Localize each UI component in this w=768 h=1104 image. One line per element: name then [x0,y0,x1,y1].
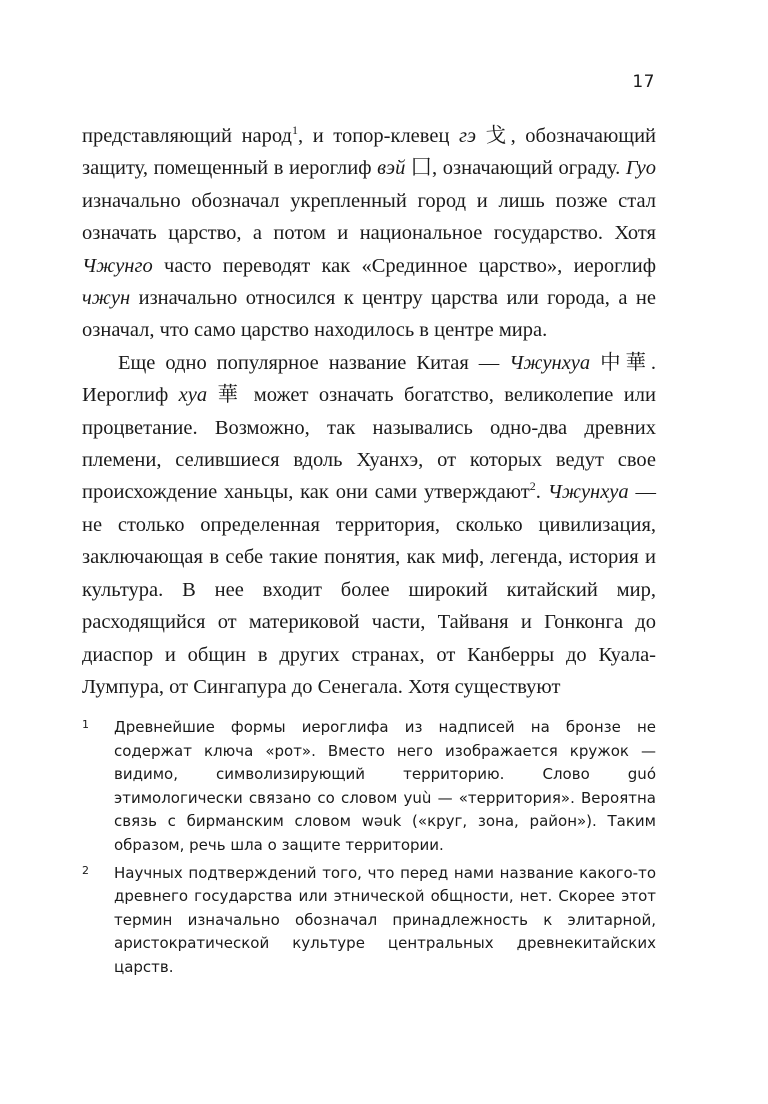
text-run: Еще одно популярное название Китая — [118,351,510,374]
text-run: , и топор-клевец [298,125,459,147]
footnote-number: 1 [82,718,89,731]
text-run: представляющий народ [82,125,292,147]
footnotes [82,716,656,984]
footnote-ref-1[interactable]: 1 [292,123,298,138]
footnote-ref-2[interactable]: 2 [529,479,536,494]
text-run: 華 может означать богатство, великолепие или процветание. Возможно, так назывались одно-два древних племени, селившиеся вдоль Хуанхэ, от которых ведут свое происхождение ханьцы, как они сами утверждают [82,384,656,504]
italic-term: хуа [178,384,208,407]
text-run: 中華. Иероглиф [82,351,656,407]
footnote-2 [82,862,656,980]
italic-term: Гуо [625,157,656,180]
paragraph-1 [82,120,656,347]
text-run: часто переводят как «Срединное царство», иероглиф [152,254,656,277]
italic-term: Чжунго [82,254,153,277]
footnote-number: 2 [82,863,89,877]
footnote-text: Научных подтверждений того, что перед нами название какого-то древнего государства или этнической общности, нет. Скорее этот термин изначально обозначал принадлежность к элитарной, аристократической культуре центральных древнекитайских царств. [114,863,656,976]
footnote-1 [82,716,656,858]
italic-term: гэ [459,125,477,147]
italic-term: чжун [82,287,131,310]
footnote-text: Древнейшие формы иероглифа из надписей на бронзе не содержат ключа «рот». Вместо него изображается кружок — видимо, символизирующий территорию. Слово guó этимологически связано со словом yuù — «территория». Вероятна связь с бирманским словом wəuk («круг, зона, район»). Таким образом, речь шла о защите территории. [114,718,656,854]
paragraph-2 [82,347,656,703]
text-run: изначально относился к центру царства или города, а не означал, что само царство находилось в центре мира. [82,287,656,342]
text-run: — не столько определенная территория, сколько цивилизация, заключающая в себе такие понятия, как миф, легенда, история и культура. В нее входит более широкий китайский мир, расходящийся от материковой части, Тайваня и Гонконга до диаспор и общин в других странах, от Канберры до Куала-Лумпура, от Сингапура до Сенегала. Хотя существуют [82,481,657,698]
text-run: 囗, означающий ограду. [405,157,626,180]
body-text [82,120,656,703]
text-run: изначально обозначал укрепленный город и лишь позже стал означать царство, а потом и национальное государство. Хотя [82,189,656,245]
page-number: 17 [632,72,655,92]
italic-term: Чжунхуа [509,351,591,374]
italic-term: Чжунхуа [547,481,629,504]
italic-term: вэй [377,157,406,180]
text-run: . [535,481,548,504]
text-run: 戈, обозначающий защиту, помещенный в иероглиф [82,125,657,180]
